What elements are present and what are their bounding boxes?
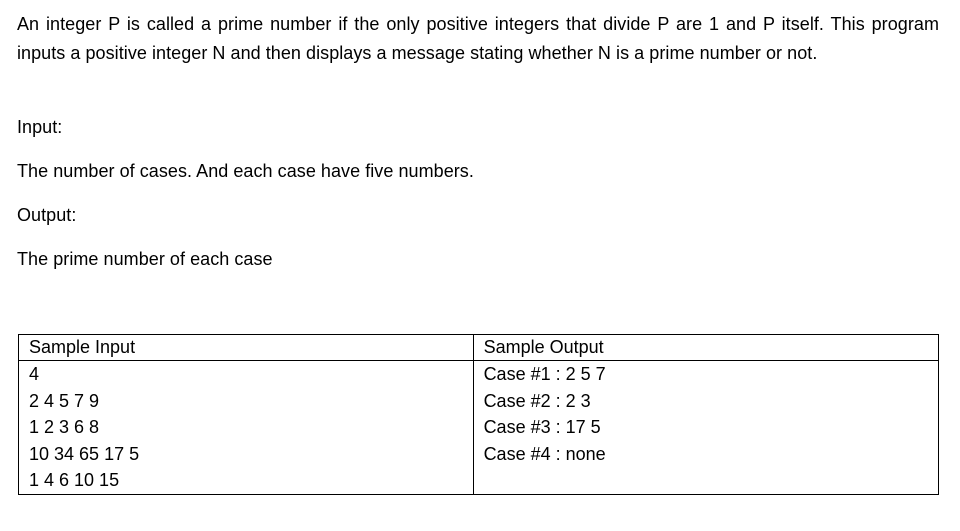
- sample-output-cell: Case #1 : 2 5 7: [473, 361, 938, 388]
- sample-input-cell: 10 34 65 17 5: [19, 441, 474, 468]
- table-row: [19, 361, 939, 388]
- table-row: [19, 414, 939, 441]
- output-heading: Output:: [17, 205, 77, 225]
- table-row: [19, 441, 939, 468]
- sample-output-cell: Case #4 : none: [473, 441, 938, 468]
- table-row: [19, 467, 939, 494]
- problem-description: An integer P is called a prime number if the only positive integers that divide P are 1 and P itself. This program inputs a positive integer N and then displays a message stating whether N is a prime number or not.: [17, 14, 939, 63]
- sample-input-cell: 2 4 5 7 9: [19, 388, 474, 415]
- sample-io-table: [18, 334, 939, 495]
- output-description: The prime number of each case: [17, 249, 273, 269]
- sample-output-cell: [473, 467, 938, 494]
- sample-output-cell: Case #2 : 2 3: [473, 388, 938, 415]
- sample-input-cell: 1 2 3 6 8: [19, 414, 474, 441]
- sample-input-cell: 4: [19, 361, 474, 388]
- input-description: The number of cases. And each case have five numbers.: [17, 161, 474, 181]
- sample-input-cell: 1 4 6 10 15: [19, 467, 474, 494]
- sample-input-header: Sample Input: [19, 335, 474, 361]
- table-row: [19, 388, 939, 415]
- sample-output-cell: Case #3 : 17 5: [473, 414, 938, 441]
- table-header-row: [19, 335, 939, 361]
- sample-output-header: Sample Output: [473, 335, 938, 361]
- input-heading: Input:: [17, 117, 63, 137]
